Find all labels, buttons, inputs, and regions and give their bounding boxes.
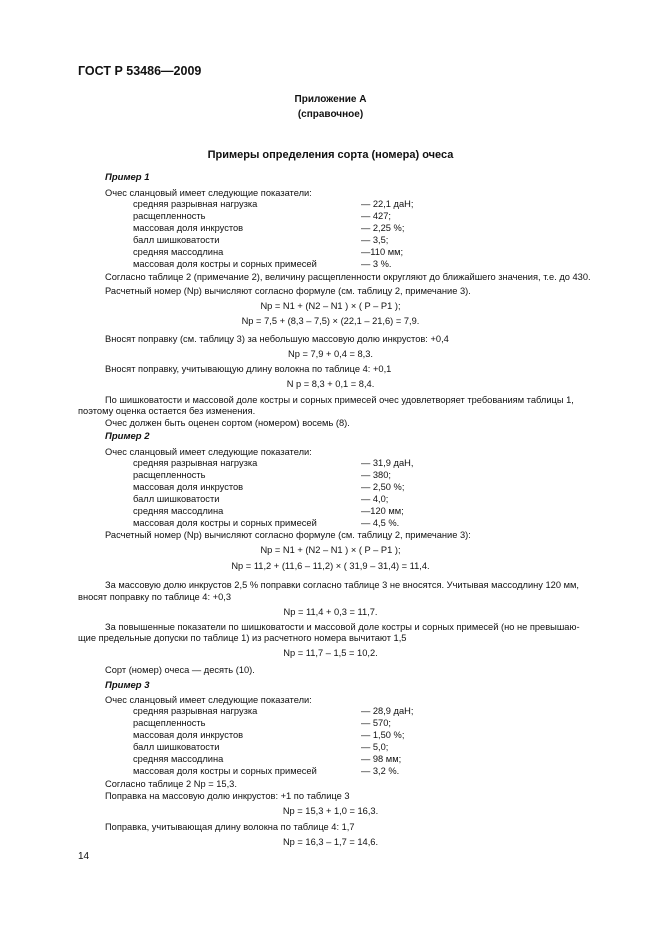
param-name: средняя массодлина: [133, 247, 224, 257]
formula: N р = 8,3 + 0,1 = 8,4.: [286, 379, 375, 389]
example-3-label: Пример 3: [105, 680, 150, 691]
param-name: средняя разрывная нагрузка: [133, 199, 258, 209]
param-name: средняя разрывная нагрузка: [133, 458, 258, 468]
example-1-intro: Очес сланцовый имеет следующие показатели:: [105, 188, 312, 198]
param-value: — 4,0;: [361, 494, 389, 504]
param-value: — 4,5 %.: [361, 518, 400, 528]
param-name: массовая доля инкрустов: [133, 482, 244, 492]
param-value: — 31,9 даН,: [361, 458, 414, 468]
param-value: — 5,0;: [361, 742, 389, 752]
param-name: средняя массодлина: [133, 506, 224, 516]
example-1-label: Пример 1: [105, 172, 150, 183]
paragraph: вносят поправку по таблице 4: +0,3: [78, 592, 231, 602]
paragraph: За массовую долю инкрустов 2,5 % поправки согласно таблице 3 не вносятся. Учитывая массодлину 120 мм,: [105, 580, 579, 590]
param-value: — 2,50 %;: [361, 482, 405, 492]
param-value: — 3,2 %.: [361, 766, 400, 776]
param-value: — 1,50 %;: [361, 730, 405, 740]
param-name: массовая доля инкрустов: [133, 730, 244, 740]
formula: Nр = 7,5 + (8,3 – 7,5) × (22,1 – 21,6) = 7,9.: [241, 316, 420, 326]
formula: Nр = 15,3 + 1,0 = 16,3.: [282, 806, 379, 816]
formula: Nр = N1 + (N2 – N1 ) × ( P – P1 );: [260, 545, 401, 555]
paragraph: Очес должен быть оценен сортом (номером) восемь (8).: [105, 418, 350, 428]
formula: Nр = 11,2 + (11,6 – 11,2) × ( 31,9 – 31,4) = 11,4.: [231, 561, 430, 571]
example-2-label: Пример 2: [105, 431, 150, 442]
section-heading: Примеры определения сорта (номера) очеса: [207, 149, 454, 161]
param-name: массовая доля костры и сорных примесей: [133, 518, 317, 528]
param-name: средняя разрывная нагрузка: [133, 706, 258, 716]
param-value: — 3 %.: [361, 259, 392, 269]
formula: Nр = 11,4 + 0,3 = 11,7.: [283, 607, 378, 617]
param-value: — 427;: [361, 211, 391, 221]
param-name: расщепленность: [133, 470, 206, 480]
param-name: балл шишковатости: [133, 742, 220, 752]
param-value: —120 мм;: [361, 506, 404, 516]
param-name: массовая доля костры и сорных примесей: [133, 766, 317, 776]
param-value: — 22,1 даН;: [361, 199, 414, 209]
paragraph: Вносят поправку, учитывающую длину волокна по таблице 4: +0,1: [105, 364, 392, 374]
param-name: балл шишковатости: [133, 494, 220, 504]
page-number: 14: [78, 851, 90, 862]
paragraph: За повышенные показатели по шишковатости и массовой доле костры и сорных примесей (но не превышаю-: [105, 622, 580, 632]
param-name: массовая доля инкрустов: [133, 223, 244, 233]
param-value: — 570;: [361, 718, 391, 728]
param-value: — 28,9 даН;: [361, 706, 414, 716]
example-2-intro: Очес сланцовый имеет следующие показатели:: [105, 447, 312, 457]
param-value: — 380;: [361, 470, 391, 480]
paragraph: поэтому оценка остается без изменения.: [78, 406, 256, 416]
paragraph: По шишковатости и массовой доле костры и сорных примесей очес удовлетворяет требованиям таблицы 1,: [105, 395, 574, 405]
formula: Nр = N1 + (N2 – N1 ) × ( P – P1 );: [260, 301, 401, 311]
param-value: — 98 мм;: [361, 754, 402, 764]
standard-number: ГОСТ Р 53486—2009: [78, 64, 202, 78]
param-name: расщепленность: [133, 211, 206, 221]
appendix-title: Приложение А: [294, 94, 367, 105]
param-value: — 3,5;: [361, 235, 389, 245]
param-name: расщепленность: [133, 718, 206, 728]
formula: Nр = 7,9 + 0,4 = 8,3.: [287, 349, 374, 359]
formula: Nр = 11,7 – 1,5 = 10,2.: [283, 648, 378, 658]
appendix-note: (справочное): [297, 109, 364, 120]
paragraph: Поправка, учитывающая длину волокна по таблице 4: 1,7: [105, 822, 355, 832]
param-value: — 2,25 %;: [361, 223, 405, 233]
paragraph: Вносят поправку (см. таблицу 3) за небольшую массовую долю инкрустов: +0,4: [105, 334, 449, 344]
paragraph: Согласно таблице 2 Nр = 15,3.: [105, 779, 237, 789]
paragraph: Расчетный номер (Nр) вычисляют согласно формуле (см. таблицу 2, примечание 3).: [105, 286, 471, 296]
param-name: балл шишковатости: [133, 235, 220, 245]
paragraph: Поправка на массовую долю инкрустов: +1 по таблице 3: [105, 791, 350, 801]
param-name: средняя массодлина: [133, 754, 224, 764]
paragraph: Согласно таблице 2 (примечание 2), величину расщепленности округляют до ближайшего значения, т.е. до 430.: [105, 272, 591, 282]
formula: Nр = 16,3 – 1,7 = 14,6.: [282, 837, 379, 847]
paragraph: Расчетный номер (Nр) вычисляют согласно формуле (см. таблицу 2, примечание 3):: [105, 530, 471, 540]
paragraph: Сорт (номер) очеса — десять (10).: [105, 665, 255, 675]
param-value: —110 мм;: [361, 247, 404, 257]
example-3-intro: Очес сланцовый имеет следующие показатели:: [105, 695, 312, 705]
param-name: массовая доля костры и сорных примесей: [133, 259, 317, 269]
paragraph: щие предельные допуски по таблице 1) из расчетного номера вычитают 1,5: [78, 633, 407, 643]
